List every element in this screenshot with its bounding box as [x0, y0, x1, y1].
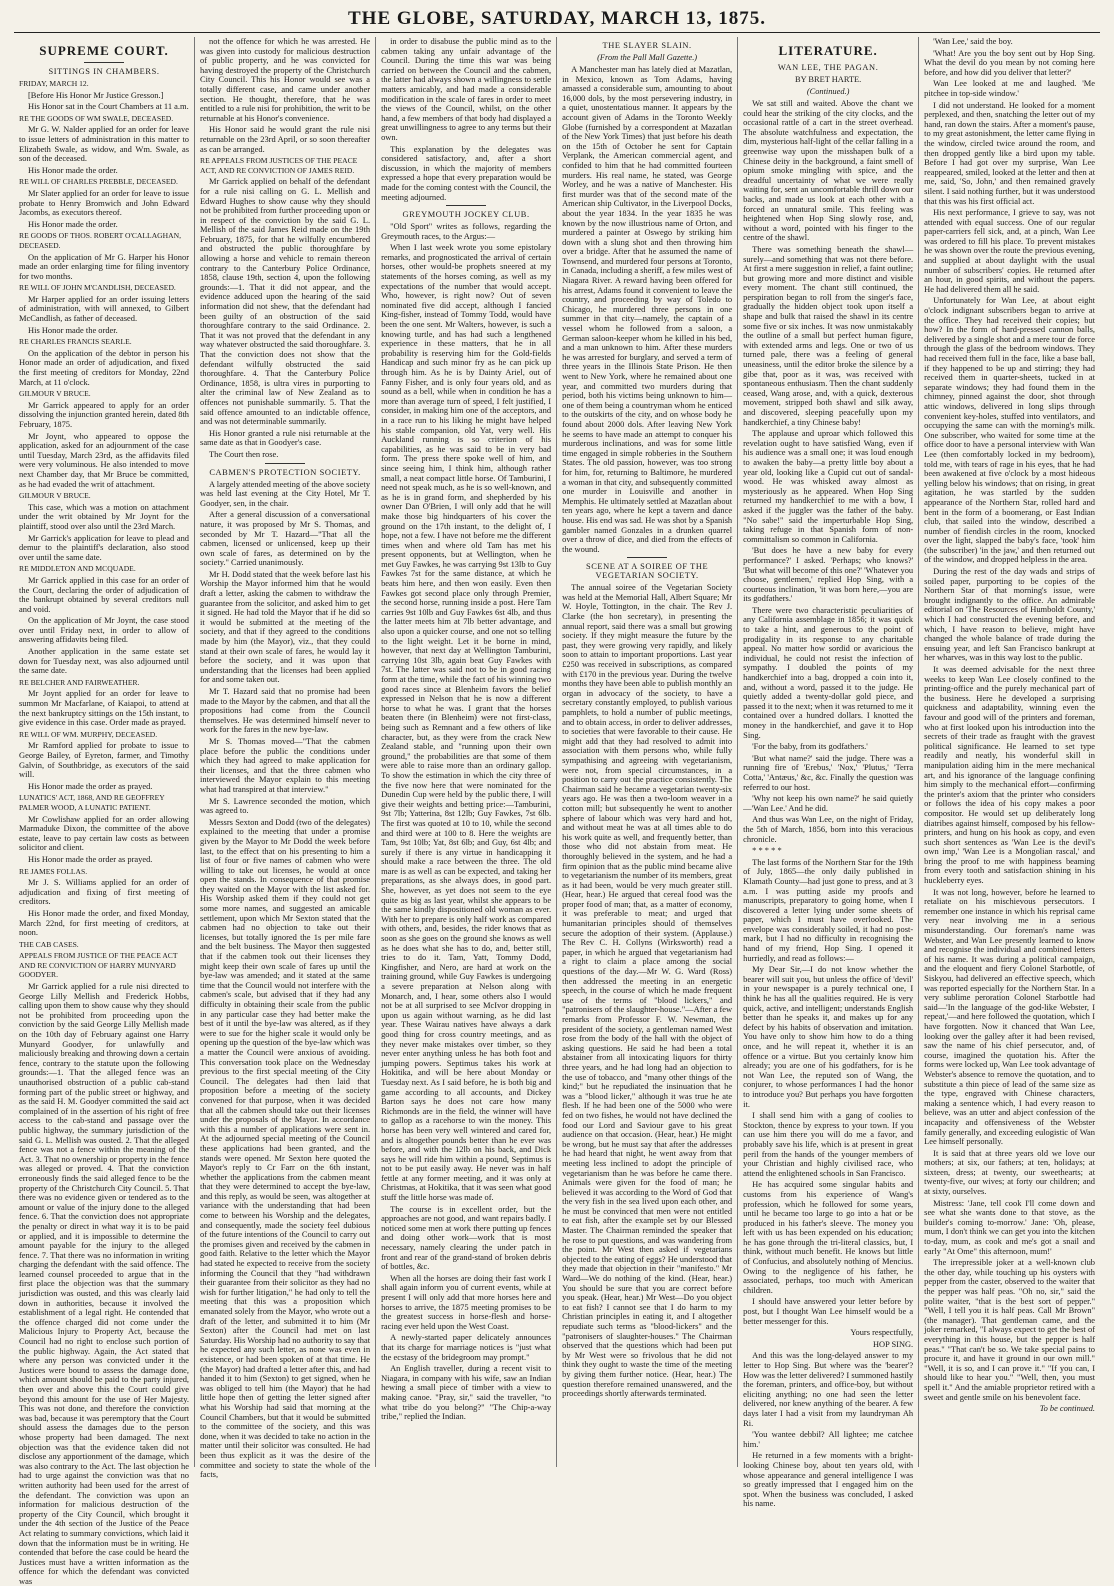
paragraph: The Court then rose.: [209, 448, 279, 459]
paragraph: Mistress: 'Jane, tell cook I'll come down and see what she wants done to that stove, as the builder's coming to-morrow.' Jane: 'Oh, please, mum, I don't think we can get you into the kitchen to-day, mum, as cook and me's got a snail and early "At Ome" this afternoon, mum!': [924, 1197, 1096, 1256]
paragraph: Mr G. W. Nalder applied for an order for leave to issue letters of administration in this matter to Elizabeth Swale, as widow, and Wm. Swale, as son of the deceased.: [19, 124, 190, 164]
paragraph: Mr Joynt, who appeared to oppose the application, asked for an adjournment of the case until Tuesday, March 23rd, as the affidavits filed were very voluminous. He also intended to move next Chamber day, that Mr Bruce be committed, as he had evaded the writ of attachment.: [19, 430, 190, 489]
column-2: [195, 36, 376, 1480]
paragraph: Mr Slater applied for an order for leave to issue probate to Henry Bromwich and John Edward Jacombs, as executors thereof.: [19, 187, 190, 218]
paragraph: RE CHARLES FRANCIS SEARLE.: [19, 337, 132, 347]
paragraph: There were two characteristic peculiarities of any California assemblage in 1856; it was quick to take a hint, and generous to the point of prodigality in its response to any charitable appeal. No matter how sordid or avaricious the individual, he could not resist the infection of sympathy. I doubled the points of my handkerchief into a bag, dropped a coin into it, and, without a word, passed it to the judge. He quietly added a twenty-dollar gold piece, and passed it to the next; when it was returned to me it contained over a hundred dollars. I knotted the money in the handkerchief, and gave it to Hop Sing.: [743, 604, 914, 740]
paragraph: It was not long, however, before he learned to retaliate on his mischievous persecutors. I remember one instance in which his reprisal came very near involving me in a serious misunderstanding. Our foreman's name was Webster, and Wan Lee presently learned to know and recognise the individual and combined letters of his name. It was during a political campaign, and the eloquent and fiery Colonel Starbottle, of Siskyou, had delivered an effective speech, which was reported especially for the Northern Star. In a very sublime peroration Colonel Starbottle had said—'In the language of the god-like Webster, I repeat,'—and here followed the quotation, which I have forgotten. Now it chanced that Wan Lee, looking over the galley after it had been revised, saw the name of his chief persecutor, and, of course, imagined the quotation his. After the forms were locked up, Wan Lee took advantage of Webster's absence to remove the quotation, and to substitute a thin piece of lead of the same size as the type, engraved with Chinese characters, making a sentence which, I had every reason to believe, was an utter and abject confession of the incapacity and offensiveness of the Webster family generally, and exceeding eulogistic of Wan Lee himself personally.: [924, 886, 1096, 1147]
cabmen-society-heading: CABMEN'S PROTECTION SOCIETY.: [209, 467, 361, 477]
paragraph: Mr Garrick applied for a rule nisi directed to George Lilly Mellish and Frederick Hobbs, calling upon them to show cause why they should not be prohibited from proceeding upon the conviction by the said George Lilly Mellish made on the 10th day of February against one Harry Munyard Goodyer, for unlawfully and maliciously breaking and throwing down a certain fence, contrary to the statute upon the following grounds:—1. That the alleged fence was an unauthorised obstruction of a public cab-stand forming part of the public street or highway, and as the said H. M. Goodyer committed the said act complained of in the assertion of his right of free access to the cab-stand and passage over the public highway, the summary jurisdiction of the said G. L. Mellish was ousted. 2. That the alleged fence was not a fence within the meaning of the Act. 3. That no ownership or property in the fence was alleged or proved. 4. That the conviction erroneously finds the said alleged fence to be the property of the Christchurch City Council. 5. That there was no evidence given or tendered as to the amount or value of the injury done to the alleged fence. 6. That the conviction does not appropriate the penalty or direct in what way it is to be paid or applied, and it is impossible to determine the amount payable for the injury to the alleged fence. 7. That there was no information in writing charging the defendant with the said offence. The learned counsel proceeded to argue that in the first place the objection was that the summary jurisdiction was ousted, and this was clearly laid down in authorities, because it involved the establishment of a legal right. He contended that the offence charged did not come under the Malicious Injury to Property Act, because the Council had no right to enclose such portion of the public highway. Again, the Act stated that where any person was convicted under it the Justices were bound to assess the damage done, which amount should be paid to the party injured, then over and above this the Court could give beyond this amount for the use of Her Majesty. This was not done, and therefore the conviction was bad, because it was peremptory that the Court should assess the damages due to the person whose property had been damaged. The next objection was that the evidence taken did not disclose any apportionment of the damage, which was also contrary to the Act. The last objection he had to urge against the conviction was that no written authority had been used for the arrest of the defendant. The conviction was upon an information for malicious destruction of the property of the City Council, which brought it under the 4th section of the Justice of the Peace Act relating to summary convictions, which laid it down that the information must be in writing. He contended that before the case could be heard the Justices must have a written information as the offence for which the defendant was convicted was: [19, 981, 190, 1586]
paragraph: I should have answered your letter before by post, but I thought Wan Lee himself would be a better messenger for this.: [743, 1296, 914, 1326]
paragraph: RE MIDDLETON AND MCQUADE.: [19, 564, 136, 574]
paragraph: Mr Garrick's application for leave to plead and demur to the plaintiff's declaration, also stood over until the same date.: [19, 532, 190, 562]
paragraph: Messrs Sexton and Dodd (two of the delegates) explained to the meeting that under a promise given by the Mayor to Mr Dodd the week before last, to the effect that on his presenting to him a list of four or five names of cabmen who were willing to take out licenses, he would at once open the stands. In consequence of that promise they waited on the Mayor with the list asked for. His Worship asked them if they could not get some more names, and suggested an amicable settlement, upon which Mr Sexton stated that the cabmen had no objection to take out their licenses, but totally ignored the 1s per mile fare and the belt business. The Mayor then suggested that if the cabmen took out their licenses they might keep their own scale of fares up until the bye-law was amended; and it stated at the same time that the Council would not interfere with the cabmen's scale, but advised that if they had any difficulty in obtaining their scale from the public in any particular case they had better make the best of it until the bye-law was altered, as if they were to sue for the higher scale it would only be opening up the question of the bye-law which was a matter the Council were anxious of avoiding. This conversation took place on the Wednesday previous to the first special meeting of the City Council. The delegates had then laid that proposition before a meeting of the society convened for that purpose, when it was decided that all the cabmen should take out their licenses under the proposals of the Mayor. In accordance with this a number of applications were sent in. At the adjourned special meeting of the Council these applications had been granted, and the stands were opened. Mr Sexton here quoted the Mayor's reply to Cr Farr on the 6th instant, whether the applications from the cabmen meant that they were determined to accept the bye-law, and this reply, as would be seen, was altogether at variance with the understanding that had been come to between his Worship and the delegates, and consequently, made the society feel dubious of the future intentions of the Council to carry out the promises given and received by the cabmen in good faith. Relative to the letter which the Mayor had stated he expected to receive from the society informing the Council that they "had withdrawn their guarantee from their solicitor as they had no wish for further litigation," he had only to tell the meeting that this was a proposition which emanated solely from the Mayor, who wrote out a draft of the letter, and submitted it to him (Mr Sexton) after the Council had met on last Saturday. His Worship had no authority to say that he expected any such letter, as none was even in existence, or had been spoken of at that time. He (the Mayor) had drafted a letter after this, and had handed it to him (Sexton) to get signed, when he was obliged to tell him (the Mayor) that he had little hope then of getting the letter signed after what his Worship had said that morning at the Council Chambers, but that it would be submitted to the committee of the society, and this was done, when it was decided to take no action in the matter until their solicitor was consulted. He had been thus explicit as it was the desire of the committee and society to state the whole of the facts,: [200, 816, 371, 1480]
paragraph: 'What! Are you the boy sent out by Hop Sing. What the devil do you mean by not coming here before, and how did you deliver that letter?': [924, 47, 1096, 77]
columns: [14, 36, 1100, 1586]
paragraph: Mr Garrick applied in this case for an order of the Court, declaring the order of adjudication of the bankrupt obtained by several creditors null and void.: [19, 574, 190, 614]
paragraph: "Old Sport" writes as follows, regarding the Greymouth races, to the Argus:—: [381, 221, 552, 241]
paragraph: It is said that at three years old we love our mothers; at six, our fathers; at ten, holidays; at sixteen, dress; at twenty, our sweethearts; at twenty-five, our wives; at forty our children; and at sixty, ourselves.: [924, 1147, 1096, 1197]
paragraph: RE THE GOODS OF WM SWALE, DECEASED.: [19, 113, 174, 123]
section-rule: [265, 463, 305, 464]
column-4: [557, 37, 738, 1467]
paragraph: RE WILL OF CHARLES PREBBLE, DECEASED.: [19, 177, 178, 187]
paragraph: His Honor made the order, and fixed Monday, March 22nd, for first meeting of creditors, at noon.: [19, 907, 190, 938]
paragraph: The course is in excellent order, but the approaches are not good, and want repairs badly. I noticed some men at work there putting up fences and doing other work—work that is most necessary, namely clearing the under patch in front and rear of the grand-stand of broken debris of bottles, &c.: [381, 1203, 552, 1272]
paragraph: Mr Garrick appeared to apply for an order dissolving the injunction granted herein, dated 8th February, 1875.: [19, 399, 190, 429]
paragraph: * * * * *: [752, 845, 782, 856]
paragraph: His Honor made the order as prayed.: [28, 853, 153, 864]
to-be-continued: To be continued.: [1039, 1404, 1096, 1414]
paragraph: RE WILL OF JOHN M'CANDLISH, DECEASED.: [19, 283, 176, 293]
paragraph: When all the horses are doing their fast work I shall again inform you of current events, while at present I will only add that more horses here and horses to arrive, the 1875 meeting promises to be the greatest success in horse-flesh and horse-racing ever held upon the West Coast.: [381, 1272, 552, 1331]
column-1: [14, 37, 195, 1586]
paragraph: His Honor made the order as prayed.: [28, 780, 153, 791]
paragraph: 'You wantee debbil? All lightee; me catchee him.': [743, 1429, 914, 1449]
vegetarian-soiree-body: [562, 583, 732, 1398]
paragraph: On the application of the debtor in person his Honor made an order of adjudication, and fixed the first meeting of creditors for Monday, 22nd March, at 11 o'clock.: [19, 347, 190, 387]
column-6: [919, 37, 1100, 1467]
paragraph: His next performance, I grieve to say, was not attended with equal success. One of our regular paper-carriers fell sick, and, at a pinch, Wan Lee was ordered to fill his place. To prevent mistakes he was shown over the route the previous evening, and supplied at about daylight with the usual number of subscribers' copies. He returned after an hour, in good spirits, and without the papers. He had delivered them all he said.: [924, 207, 1096, 294]
paragraph: Mr J. S. Williams applied for an order of adjudication and fixing of first meeting of creditors.: [19, 877, 190, 907]
paragraph: 'But does he have a new baby for every performance?' I asked. 'Perhaps; who knows?' 'But what will become of this one?' 'Whatever you choose, gentlemen,' replied Hop Sing, with a courteous inclination, 'it was born here,—you are its godfathers.': [743, 545, 914, 604]
paragraph: GILMOUR V BRUCE.: [19, 389, 91, 399]
column-3-body: [381, 37, 551, 202]
paragraph: On the application of Mr G. Harper his Honor made an order enlarging time for filing inventory for two months.: [19, 251, 190, 281]
paragraph: in order to disabuse the public mind as to the cabmen taking any unfair advantage of the Council. During the time this war was being carried on between the Council and the cabmen, the latter had always shown a willingness to settle matters amicably, and had made a considerable modification in the scale of fares in order to meet the views of the Council, whilst, on the other hand, a few members of that body had displayed a great unwillingness to agree to any terms but their own.: [381, 36, 552, 142]
paragraph: The applause and uproar which followed this revelation ought to have satisfied Wang, even if his audience was a small one; it was loud enough to awaken the baby—a pretty little boy about a year old, looking like a Cupid cut out of sandal-wood. He was whisked away almost as mysteriously as he appeared. When Hop Sing returned my handkerchief to me with a bow, I asked if the juggler was the father of the baby. "No sabe!" said the imperturbable Hop Sing, taking refuge in that Spanish form of non-committalism so common in California.: [743, 428, 914, 544]
slayer-slain-heading: THE SLAYER SLAIN.: [602, 41, 692, 50]
column-6-body: [924, 37, 1095, 1402]
paragraph: Mr Ramford applied for probate to issue to George Bailey, of Eyreton, farmer, and Timothy Galvin, of Southbridge, as executors of the said will.: [19, 740, 190, 780]
paragraph: He has acquired some singular habits and customs from his experience of Wang's profession, which he followed for some years, until he became too large to go into a hat or be produced in his father's sleeve. The money you left with us has been expended on his education; he has gone through the tri-literal classics, but, I think, without much benefit. He knows but little of Confucius, and absolutely nothing of Mencius. Owing to the negligence of his father, he associated, perhaps, too much with American children.: [743, 1179, 914, 1295]
paragraph: His Honor said he would grant the rule nisi returnable on the 23rd April, or so soon thereafter as can be arranged.: [200, 124, 371, 154]
jockey-club-heading: GREYMOUTH JOCKEY CLUB.: [402, 210, 530, 220]
vegetarian-soiree-heading: SCENE AT A SOIREE OF THE VEGETARIAN SOCIETY.: [585, 562, 709, 581]
paragraph: [Before His Honor Mr Justice Gresson.]: [28, 89, 164, 100]
paragraph: His Honor granted a rule nisi returnable at the same date as that in Goodyer's case.: [200, 427, 371, 448]
paragraph: An English traveller, during a recent visit to Niagara, in company with his wife, saw an Indian hewing a small piece of timber with a view to making canoe. "Pray, sir," said the traveller, "to what tribe do you belong?" "The Chip-a-way tribe," replied the Indian.: [381, 1363, 552, 1422]
column-1-body: [19, 79, 189, 1586]
paragraph: The irrepressible joker at a well-known club the other day, while touching up his oysters with pepper from the caster, observed to the waiter that the pepper was half peas. "Oh no, sir," said the polite waiter, "that is the best sort of pepper." "Well, I tell you it is half peas. Call Mr Brown" (the manager). That gentleman came, and the joker remarked, "I always expect to get the best of everything in this house, but the pepper is half peas." "That can't be so. We take special pains to procure it, and have it ground in our own mill." "Well, it is so, and I can prove it." "If you can, I should like to hear you." "Well, then, you must spell it." And the amiable proprietor retired with a sweet and gentle smile on his benevolent face.: [924, 1257, 1096, 1402]
paragraph: 'Why not keep his own name?' he said quietly—'Wan Lee.' And he did.: [743, 793, 914, 813]
supreme-court-heading: SUPREME COURT.: [39, 43, 169, 58]
paragraph: Mr H. Dodd stated that the week before last his Worship the Mayor informed him that he would draft a letter, asking the cabmen to withdraw the guarantee from the solicitor, and asked him to get it signed. He had told the Mayor that if he did so it would be submitted at the meeting of the society, and that if they agreed to the conditions made by him (the Mayor), viz., that they could stand at their own scale of fares, he would lay it before the society, and it was upon that understanding that the licenses had been applied for and some taken out.: [200, 568, 371, 685]
paragraph: Mr Joynt applied for an order for leave to summon Mr Macfarlane, of Kaiapoi, to attend at the next bankruptcy sittings on the 15th instant, to give evidence in this case. Order made as prayed.: [19, 688, 190, 728]
paragraph: I did not understand. He looked for a moment perplexed, and then, snatching the letter out of my hand, ran down the stairs. After a moment's pause, to my great astonishment, the letter came flying in the window, circled twice around the room, and then dropped gently like a bird upon my table. Before I had got over my surprise, Wan Lee reappeared, smiled, looked at the letter and then at me, said, 'So, John,' and then remained gravely silent. I said nothing further, but it was understood that this was his first official act.: [924, 99, 1096, 206]
column-5: [738, 37, 919, 1509]
paragraph: 'Wan Lee,' said the boy.: [933, 36, 1013, 46]
cabmen-society-body: [200, 480, 370, 1480]
literature-heading: LITERATURE.: [778, 43, 878, 58]
paragraph: APPEALS FROM JUSTICE OF THE PEACE ACT AND RE CONVICTION OF HARRY MUNYARD GOODYER.: [19, 951, 178, 980]
paragraph: He returned in a few moments with a bright-looking Chinese boy, about ten years old, with whose appearance and general intelligence I was so greatly impressed that I engaged him on the spot. When the business was concluded, I asked his name.: [743, 1450, 914, 1509]
paragraph: His Honor made the order.: [28, 164, 118, 175]
paragraph: Mr Harper applied for an order issuing letters of administration, with will annexed, to Gilbert McCandlish, as father of deceased.: [19, 293, 190, 324]
paragraph: RE APPEALS FROM JUSTICES OF THE PEACE ACT, AND RE CONVICTION OF JAMES REID.: [200, 156, 358, 175]
paragraph: During the rest of the day wads and strips of soiled paper, purporting to be copies of the Northern Star of that morning's issue, were brought indignantly to the office. An admirable editorial on 'The Resources of Humboldt County,' which I had constructed the evening before, and which, I have reason to believe, might have changed the whole balance of trade during the ensuing year, and left San Francisco bankrupt at her wharves, was in this way lost to the public.: [924, 566, 1096, 663]
paragraph: HOP SING.: [872, 1339, 914, 1349]
heading-rule: [84, 62, 124, 63]
sittings-subheading: SITTINGS IN CHAMBERS.: [48, 67, 160, 76]
section-rule: [627, 557, 667, 558]
paragraph: RE BELCHER AND FAIRWEATHER.: [19, 677, 140, 687]
paragraph: I shall send him with a gang of coolies to Stockton, thence by express to your town. If you can use him there you will do me a favor, and probably save his life, which is at present in great peril from the hands of the younger members of your Christian and highly civilised race, who attend the enlightened schools in San Francisco.: [743, 1110, 914, 1178]
paragraph: A largely attended meeting of the above society was held last evening at the City Hotel, Mr T. Goodyer, sen, in the chair.: [200, 478, 371, 508]
paragraph: Another application in the same estate set down for Tuesday next, was also adjourned until the same date.: [19, 646, 190, 676]
paragraph: His Honor sat in the Court Chambers at 11 a.m.: [28, 101, 189, 112]
paragraph: The annual soiree of the Vegetarian Society was held at the Memorial Hall, Albert Square; Mr W. Hoyle, Tottington, in the chair. The Rev J. Clarke (the hon secretary), in presenting the annual report, said there was a small but growing society. If they might measure the future by the past, they were growing very rapidly, and likely soon to attain to important proportions. Last year £250 was received in subscriptions, as compared with £170 in the previous year. During the twelve months they have been able to publish monthly an organ in advocacy of the society, to have a secretary constantly employed, to publish various pamphlets, to hold a number of public meetings, and to obtain access, in order to deliver addresses, to societies that were favorable to their cause. He might add that they had resolved to admit into association with them persons who, while fully sympathising and agreeing with vegetarianism, were not, from special circumstances, in a position to carry out the practice consistently. The Chairman said he became a vegetarian twenty-six years ago. He was then a two-loom weaver in a cotton mill; but subsequently he went to another sphere of labour which was very hard and hot, and without meat he was at all times able to do his work quite as well, and frequently better, than those who did not abstain from meat. He thoroughly believed in the system, and he had a firm opinion that as the public mind became alive to vegetarianism the number of its members, great as it had been, would be very much greater still. (Hear, hear.) He argued that cereal food was the proper food of man; that, as a matter of economy, it was preferable to meat; and urged that humanitarian principles should of themselves secure the adoption of their system. (Applause.) The Rev C. H. Collyns (Wirksworth) read a paper, in which he argued that vegetarianism had a right to claim a place among the social questions of the day.—Mr W. G. Ward (Ross) then addressed the meeting in an energetic speech, in the course of which he made frequent use of the terms of "blood lickers," and "patronisers of the slaughter-house."—After a few remarks from Professor F. W. Newman, the president of the society, a gentleman named West rose from the body of the hall with the object of asking questions. He said he had been a total abstainer from all intoxicating liquors for thirty three years, and he had long had an objection to the use of tobacco, and "many other things of the kind;" but he repudiated the insinuation that he was a "blood licker," although it was true he ate flesh. If he had been one of the 5000 who were fed on two fishes, he would not have declined the food our Lord and Saviour gave to his great audience on that occasion. (Hear, hear.) He might be wrong, but he must say that after the addresses he had heard that night, he went away from that meeting less inclined to adopt the principle of vegetarianism than he was before he came there. Animals were given for the food of man; he believed it was according to the Word of God that the very fish in the sea lived upon each other, and he must be convinced that men were not entitled to eat fish, after the example set by our Blessed Master. The Chairman reminded the speaker that he rose to put questions, and was wandering from the point. Mr West then asked if vegetarians objected to the eating of eggs? He understood that they made that objection in their "manifesto." Mr Ward—We do nothing of the kind. (Hear, hear.) You should be sure that you are correct before you speak. (Hear, hear.) Mr West—Do you object to eat fish? I cannot see that I do harm to my Christian principles in eating it, and I altogether repudiate such terms as "blood-lickers" and the "patronisers of slaughter-houses." The Chairman observed that the questions which had been put by Mr West were so frivolous that he did not think they ought to waste the time of the meeting by giving them further notice. (Hear, hear.) The question therefore remained unanswered, and the proceedings shortly afterwards terminated.: [562, 582, 733, 1399]
story-byline: BY BRET HARTE.: [795, 75, 862, 84]
slayer-slain-source: (From the Pall Mall Gazette.): [597, 53, 698, 62]
paragraph: Mr S. Lawrence seconded the motion, which was agreed to.: [200, 795, 371, 816]
continued-note: (Continued.): [806, 87, 850, 96]
paragraph: A Manchester man has lately died at Mazatlan, in Mexico, known as Tom Adams, having amassed a considerable sum, amounting to about 16,000 dols, by the most persevering industry, in a quiet, unostentatious manner. It appears by the account given of Adams in the Toronto Weekly Globe (furnished by a correspondent at Mazatlan of the New York Times) that just before his death on the 15th of October he sent for Captain Verplank, the American commercial agent, and confided to him that he had committed fourteen murders. His real name, he stated, was George Worley, and he was a native of Manchester. His first murder was that of the second mate of the American ship Cultivator, in the Liverpool Docks, about the year 1834. In the year 1835 he was known by the now illustrious name of Orton, and murdered a painter at Oswego by striking him down with a slung shot and then throwing him over a bridge. After that he assumed the name of Townsend, and murdered four persons at Toronto, in Canada, including a sheriff, a few miles west of Niagara River. A reward having been offered for his arrest, Adams found it convenient to leave the country, and proceeding by way of Toledo to Chicago, he murdered three persons in one summer in that city—namely, the captain of a vessel whom he followed from a saloon, a German saloon-keeper whom he killed in his bed, and a man unknown to him. After these murders he was arrested for burglary, and served a term of three years in the Illinois State Prison. He then went to New York, where he remained about one year, and committed two murders during that period, both his victims being unknown to him—one of them being a countryman whom he enticed to the outskirts of the city, and on whose body he found about 2000 dols. After leaving New York he seems to have made an attempt to conquer his murderous inclinations, and was for some little time engaged in simple robberies in the Southern States. The old passion, however, was too strong for him, for, returning to Baltimore, he murdered a woman in that city, and subsequently committed one murder in Louisville and another in Memphis. He ultimately settled at Mazatlan about ten years ago, where he kept a tavern and dance house. His end was sad. He was shot by a Spanish gambler named Gonzales in a drunken quarrel over a throw of dice, and died from the effects of the wound.: [562, 64, 733, 554]
paragraph: Yours respectfully,: [850, 1328, 914, 1338]
paragraph: FRIDAY, MARCH 12.: [19, 79, 89, 88]
paragraph: And thus was Wan Lee, on the night of Friday, the 5th of March, 1856, born into this veracious chronicle.: [743, 814, 914, 844]
paragraph: Mr Garrick applied on behalf of the defendant for a rule nisi calling on G. L. Mellish and Edward Hughes to show cause why they should not be prohibited from further proceeding upon or in respect of the conviction by the said G. L. Mellish of the said James Reid made on the 19th February, 1875, for that he wilfully encumbered and obstructed the public thoroughfare by allowing a horse and vehicle to remain thereon contrary to the Canterbury Police Ordinance, 1858, clause 19th, section 4, upon the following grounds:—1. That it did not appear, and the evidence adduced upon the hearing of the said information did not shew, that the defendant had been guilty of an obstruction of the said thoroughfare contrary to the said Ordinance. 2. That it was not proved that the defendant in any way whatever obstructed the said thoroughfare. 3. That the conviction does not show that the defendant wilfully obstructed the said thoroughfare. 4. That the Canterbury Police Ordinance, 1858, is ultra vires in purporting to alter the criminal law of New Zealand as to offences not punishable summarily. 5. That the said offence amounted to an indictable offence, and was not determinable summarily.: [200, 176, 371, 427]
column-2-body: [200, 37, 370, 460]
masthead-rule: [14, 32, 1100, 33]
paragraph: A newly-started paper delicately announces that its charge for marriage notices is "just what the ecstasy of the bridegroom may prompt.": [381, 1332, 552, 1362]
paragraph: RE WILL OF WM. MURPHY, DECEASED.: [19, 729, 158, 739]
column-5-body: [743, 99, 913, 1509]
paragraph: This explanation by the delegates was considered satisfactory, and, after a short discussion, in which the majority of members expressed a hope that every preparation would be made for the coming contest with the Council, the meeting adjourned.: [381, 143, 552, 202]
paragraph: The last forms of the Northern Star for the 19th of July, 1865—the only daily published in Klamath County—had just gone to press, and at 3 a.m. I was putting aside my proofs and manuscripts, preparatory to going home, when I discovered a letter lying under some sheets of paper, which I must have overlooked. The envelope was considerably soiled, it had no post-mark, but I had no difficulty in recognising the hand of my friend, Hop Sing. I opened it hurriedly, and read as follows:—: [743, 856, 914, 963]
paragraph: Unfortunately for Wan Lee, at about eight o'clock indignant subscribers began to arrive at the office. They had received their copies; but how? In the form of hard-pressed cannon balls, delivered by a single shot and a mere tour de force through the glass of the bedroom windows. They had received them full in the face, like a base ball, if they happened to be up and stirring; they had received them in quarter-sheets, tucked in at separate windows; they had found them in the chimney, pinned against the door, shot through attic windows, delivered in long slips through convenient key-holes, stuffed into ventilators, and occupying the same can with the morning's milk. One subscriber, who waited for some time at the office door to have a personal interview with Wan Lee (then comfortably locked in my bedroom), told me, with tears of rage in his eyes, that he had been awakened at five o'clock by a most hideous yelling below his windows; that on rising, in great agitation, he was startled by the sudden appearance of the Northern Star, rolled hard and bent in the form of a boomerang, or East Indian club, that sailed into the window, described a number of fiendish circles in the room, knocked over the light, slapped the baby's face, 'took' him (the subscriber) 'in the jaw,' and then returned out of the window, and dropped helpless in the area.: [924, 295, 1096, 565]
paragraph: RE GOODS OF THOS. ROBERT O'CALLAGHAN, DECEASED.: [19, 231, 182, 250]
paragraph: 'But what name?' said the judge. There was a running fire of 'Erebus,' 'Nox,' 'Plutus,' 'Terra Cotta,' 'Antæus,' &c, &c. Finally the question was referred to our host.: [743, 752, 914, 792]
paragraph: His Honor made the order.: [28, 324, 118, 335]
paragraph: LUNATICS' ACT, 1868, AND RE GEOFFREY PALMER WOOD, A LUNATIC PATIENT.: [19, 793, 165, 812]
jockey-club-body: [381, 222, 551, 1422]
masthead: THE GLOBE, SATURDAY, MARCH 13, 1875.: [348, 8, 766, 29]
paragraph: THE CAB CASES.: [19, 939, 79, 949]
paragraph: RE JAMES FOLLAS.: [19, 866, 88, 876]
slayer-slain-body: [562, 65, 732, 554]
paragraph: We sat still and waited. Above the chant we could hear the striking of the city clocks, and the occasional rattle of a cart in the street overhead. The absolute watchfulness and expectation, the dim, mysterious half-light of the cellar falling in a greenwise way upon the misshapen bulk of a Chinese deity in the background, a faint smell of opium smoke mingling with spice, and the dreadful uncertainty of what we were really waiting for, sent an uncomfortable thrill down our backs, and made us look at each other with a forced an unnatural smile. This feeling was heightened when Hop Sing slowly rose, and, without a word, pointed with his finger to the centre of the shawl.: [743, 98, 914, 243]
paragraph: Mr S. Thomas moved—"That the cabmen place before the public the conditions under which they had agreed to make application for their licenses, and that the three cabmen who interviewed the Mayor explain to this meeting what had transpired at that interview.": [200, 735, 371, 794]
paragraph: It was deemed advisable for the next three weeks to keep Wan Lee closely confined to the printing-office and the purely mechanical part of the business. Here he developed a surprising quickness and adaptability, winning even the favour and good will of the printers and foreman, who at first looked upon his introduction into the secrets of their trade as fraught with the gravest political significance. He learned to set type readily and neatly, his wonderful skill in manipulation aiding him in the mere mechanical art, and his ignorance of the language confining him simply to the mechanical effort—confirming the printer's axiom that the printer who considers or follows the idea of his copy makes a poor compositor. He would set up deliberately long diatribes against himself, composed by his fellow-printers, and hung on his hook as copy, and even such short sentences as 'Wan Lee is the devil's own imp,' 'Wan Lee is a Mongolian rascal,' and bring the proof to me with happiness beaming from every tooth and satisfaction shining in his huckleberry eyes.: [924, 664, 1096, 886]
paragraph: This case, which was a motion on attachment under the writ obtained by Mr Joynt for the plaintiff, stood over also until the 23rd March.: [19, 501, 190, 531]
paragraph: 'For the baby, from its godfathers.': [752, 741, 868, 752]
story-title: WAN LEE, THE PAGAN.: [777, 63, 879, 72]
paragraph: My Dear Sir,—I do not know whether the bearer will suit you, but unless the office of 'devil' in your newspaper is a purely technical one, I think he has all the qualities required. He is very quick, active, and intelligent; understands English better than he speaks it, and makes up for any defect by his habits of observation and imitation. You have only to show him how to do a thing once, and he will repeat it, whether it is an offence or a virtue. But you certainly know him already; you are one of his godfathers, for is he not Wan Lee, the reputed son of Wang, the conjurer, to whose performances I had the honor to introduce you? But perhaps you have forgotten it.: [743, 964, 914, 1109]
paragraph: And this was the long-delayed answer to my letter to Hop Sing. But where was the 'bearer'? How was the letter delivered? I summoned hastily the foreman, printers, and office-boy, but without eliciting anything; no one had seen the letter delivered, nor knew anything of the bearer. A few days later I had a visit from my laundryman Ah Ri.: [743, 1350, 914, 1428]
paragraph: After a general discussion of a conversational nature, it was proposed by Mr S. Thomas, and seconded by Mr T. Hazard—"That all the cabmen, licensed or unlicensed, keep up their own scale of fares, as determined on by the society." Carried unanimously.: [200, 509, 371, 568]
column-3: [376, 37, 557, 1467]
paragraph: When I last week wrote you some epistolary remarks, and prognosticated the arrival of certain horses, other would-be prophets sneered at my statements of the horses coming, as well as my expectations of the number that would accept. Who, however, is right now? Out of seven nominated five did accept, although I fancied King-fisher, instead of Tommy Todd, would have been the one sent. Mr Walters, however, is such a knowing turtle, and has had such a lengthened experience in these matters, that he in all probability is reserving him for the Gold-fields Handicap and such minor fry as he can pick up through him. As he is by Dainty Ariel, out of Fanny Fisher, and is only four years old, and as sound as a bell, while when in condition he has a more than average turn of speed, I felt justified, I consider, in making him one of the acceptors, and in a race run to his liking he might have helped his stable companion, old Yat, very well. His Auckland running is so criterion of his capabilities, as he was said to be in very bad form. The press there spoke well of him, and since seeing him, I think him, although rather small, a neat compact little horse. Of Tamburini, I need not speak much, as he is so well-known, and as he is in grand form, and shepherded by his owner Dan O'Brien, I will only add that he will make those big hindquarters of his cover the ground on the 17th instant, to the delight of, I hope, not a few. I have not before me the different times when and where old Tam has met his present opponents, but at Wellington, when he met Guy Fawkes, he was carrying 9st 13lb to Guy Fawkes 7st for the same distance, at which he beats him here, and then won easily. Even then Fawkes got second place only through Premier, the second horse, running inside a post. Here Tam carries 9st 10lb and Guy Fawkes 6st 4lb, and thus the latter meets him at 7lb better advantage, and also upon a quicker course, and one not so telling to the light weight. Let it be borne in mind, however, that next day at Wellington Tamburini, carrying 10st 3lb, again beat Guy Fawkes with 7st. The latter was said not to be in good racing form at the time, while the fact of his winning two good races since at Blenheim favors the belief expressed in Nelson that he is now a different horse to what he was. I grant that the horses beaten there (in Blenheim) were not first-class, being such as Remnant and a few others of like character, but, as they were from the crack New Zealand stable, and "running upon their own ground," the probabilities are that some of them were able to raise more than an ordinary gallop. To show the estimation in which the city three of the five now here that were nominated for the Dunedin Cup were held by the public there, I will give their weights and betting price:—Tamburini, 9st 7lb; Yatterina, 8st 12lb; Guy Fawkes, 7st 6lb. The first was quoted at 10 to 10, while the second and third were at 100 to 8. Here the weights are Tam, 9st 10lb; Yat, 8st 6lb; and Guy, 6st 4lb; and surely if there is any virtue in handicapping it should make a race between the three. The old mare is as well as can be expected, and taking her preparations, as she always does, in good part. She, however, as yet does not seem to the eye quite as big as last year, whilst she appears to be the same kindly dispositioned old woman as ever. With her to prepare is only half work as compared with others, and, besides, the rider knows that as soon as she goes on the ground she knows as well as he does what she has to do, and, better still, tries to do it. Tam, Yatt, Tommy Dodd, Kingfisher, and Nero, are hard at work on the training ground, while Guy Fawkes is undergoing a severe preparation at Nelson along with Monarch, and, I hear, some others also I would not be at all surprised to see McIvor dropping in upon us again without warning, as he did last year. These Wairau natives have always a dark good thing for cross country meetings, and as they never make mistakes over timber, so they never enter anything unless he has both foot and jumping powers. Septimus takes his work at Hokitika, and will be here about Monday or Tuesday next. As I said before, he is both big and game according to all accounts, and Dickey Barton says he does not care how many Richmonds are in the field, the winner will have to gallop as a racehorse to win the money. This horse has been very well wintered and cared for, and is altogether pounds better than he ever was before, and with the 12lb on his back, and Dick says he will ride him within a pound, Septimus is not to be put easily away. He never was in half fettle at any former meeting, and it was only at Christmas, at Hokitika, that it was seen what good stuff the little horse was made of.: [381, 242, 552, 1203]
paragraph: On the application of Mr Joynt, the case stood over until Friday next, in order to allow of answering affidavits being filed.: [19, 615, 190, 645]
paragraph: Wan Lee looked at me and laughed. 'Me pitchee in top-side window.': [924, 78, 1096, 98]
paragraph: Mr Cowlishaw applied for an order allowing Marmaduke Dixon, the committee of the above estate, leave to pay certain law costs as between solicitor and client.: [19, 813, 190, 853]
paragraph: There was something beneath the shawl—surely—and something that was not there before. At first a mere suggestion in relief, a faint outline; but growing more and more distinct and visible every moment. The chant still continued, the perspiration began to roll from the singer's face, gradually the hidden object took upon itself a shape and bulk that raised the shawl in its centre some five or six inches. It was now unmistakably the outline of a small but perfect human figure, with extended arms and legs. One or two of us turned pale, there was a feeling of general uneasiness, until the editor broke the silence by a gibe that, poor as it was, was received with spontaneous enthusiasm. Then the chant suddenly ceased, Wang arose, and, with a quick, dexterous movement, stripped both shawl and silk away, and discovered, sleeping peacefully upon my handkerchief, a tiny Chinese baby!: [743, 243, 914, 427]
paragraph: GILMOUR V BRUCE.: [19, 491, 91, 501]
paragraph: Mr T. Hazard said that no promise had been made to the Mayor by the cabmen, and that all the propositions had come from the Council themselves. He was determined himself never to work for the fares in the new bye-law.: [200, 686, 371, 735]
paragraph: not the offence for which he was arrested. He was given into custody for malicious destruction of public property, and he was convicted for having destroyed the property of the Christchurch City Council. This his Honor would see was a totally different case, and came under another section. He thought, therefore, that he was entitled to a rule nisi for prohibition, the writ to be returnable at his Honor's convenience.: [200, 36, 371, 123]
paragraph: His Honor made the order.: [28, 218, 118, 229]
section-rule: [446, 205, 486, 206]
